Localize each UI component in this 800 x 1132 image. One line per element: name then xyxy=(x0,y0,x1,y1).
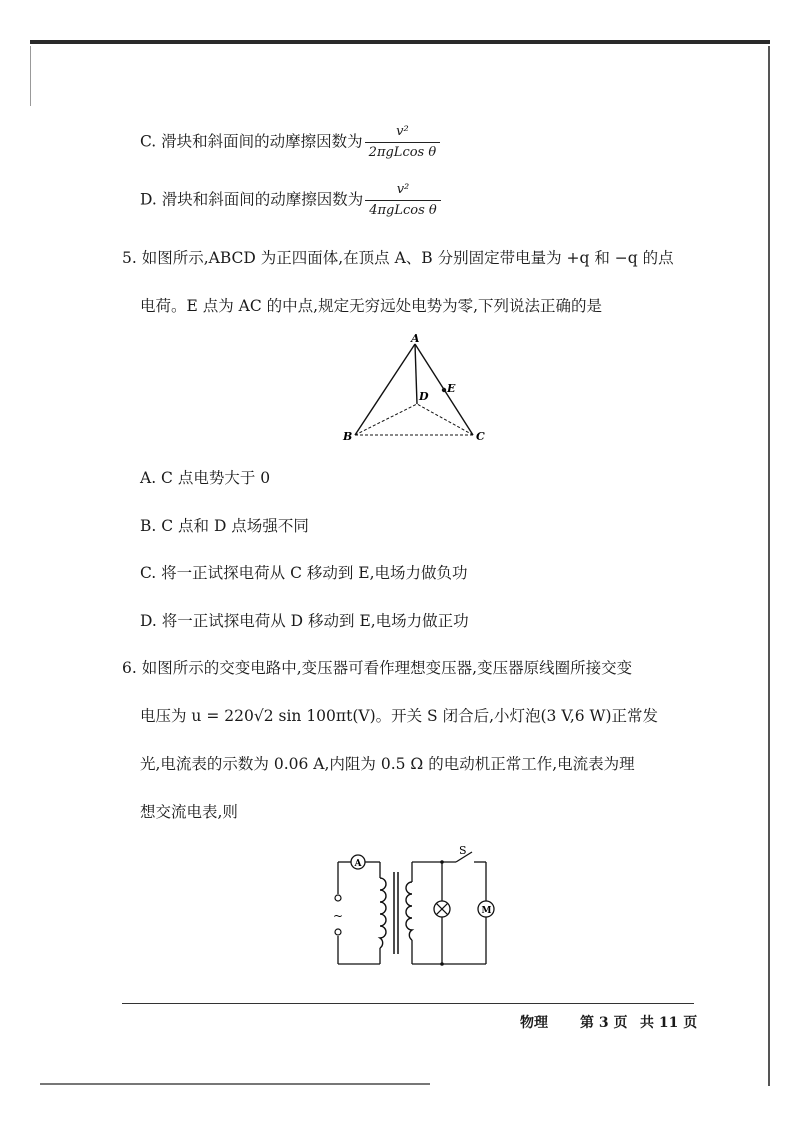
q4-option-c-denominator: 2πgLcos θ xyxy=(365,142,441,163)
q6-stem-line-4: 想交流电表,则 xyxy=(140,803,238,821)
q4-option-d-fraction xyxy=(365,180,441,221)
primary-coil xyxy=(380,878,386,948)
motor-label: M xyxy=(481,906,492,916)
label-e: E xyxy=(447,382,456,395)
q5-stem-line-1: 5. 如图所示,ABCD 为正四面体,在顶点 A、B 分别固定带电量为 +q 和 −q 的点 xyxy=(122,249,674,267)
ac-source-symbol: ~ xyxy=(333,909,344,923)
source-terminal-bottom xyxy=(335,929,341,935)
footer-subject: 物理 xyxy=(520,1015,548,1031)
point-e xyxy=(442,388,446,392)
edge-ab xyxy=(355,344,415,435)
source-terminal-top xyxy=(335,895,341,901)
q5-stem-line-2: 电荷。E 点为 AC 的中点,规定无穷远处电势为零,下列说法正确的是 xyxy=(140,297,603,315)
label-c: C xyxy=(476,430,485,443)
secondary-coil xyxy=(406,882,412,940)
footer-divider xyxy=(122,1003,694,1004)
q4-option-c-fraction xyxy=(365,122,441,163)
q4-option-d-denominator: 4πgLcos θ xyxy=(365,200,441,221)
q4-option-d xyxy=(140,180,441,221)
transformer-circuit-figure xyxy=(318,842,508,972)
q6-stem-line-2: 电压为 u = 220√2 sin 100πt(V)。开关 S 闭合后,小灯泡(3 V,6 W)正常发 xyxy=(140,707,659,725)
ammeter-label: A xyxy=(354,859,362,869)
footer-total-pages: 共 11 页 xyxy=(640,1015,698,1031)
q4-option-c xyxy=(140,122,440,163)
q5-option-a: A. C 点电势大于 0 xyxy=(140,469,271,487)
q4-option-c-numerator: v² xyxy=(396,124,409,139)
junction-bottom xyxy=(440,962,444,966)
switch-label: S xyxy=(459,844,467,857)
scan-edge-bottom xyxy=(40,1083,430,1085)
q4-option-d-text: D. 滑块和斜面间的动摩擦因数为 xyxy=(140,190,364,209)
edge-ad xyxy=(415,344,417,404)
q5-option-c: C. 将一正试探电荷从 C 移动到 E,电场力做负功 xyxy=(140,564,468,582)
tetrahedron-figure xyxy=(335,332,495,450)
q5-option-d: D. 将一正试探电荷从 D 移动到 E,电场力做正功 xyxy=(140,612,469,630)
q6-stem-line-3: 光,电流表的示数为 0.06 A,内阻为 0.5 Ω 的电动机正常工作,电流表为理 xyxy=(140,755,635,773)
label-d: D xyxy=(419,390,429,403)
scan-edge-left xyxy=(30,46,31,106)
footer-page-number: 第 3 页 xyxy=(580,1015,628,1031)
q5-option-b: B. C 点和 D 点场强不同 xyxy=(140,517,309,535)
edge-bd xyxy=(355,404,417,435)
label-b: B xyxy=(343,430,353,443)
scan-edge-top xyxy=(30,40,770,44)
edge-cd xyxy=(417,404,473,435)
scan-edge-right xyxy=(768,46,770,1086)
q4-option-c-text: C. 滑块和斜面间的动摩擦因数为 xyxy=(140,132,363,151)
q4-option-d-numerator: v² xyxy=(396,182,410,197)
q6-stem-line-1: 6. 如图所示的交变电路中,变压器可看作理想变压器,变压器原线圈所接交变 xyxy=(122,659,633,677)
label-a: A xyxy=(411,332,420,345)
